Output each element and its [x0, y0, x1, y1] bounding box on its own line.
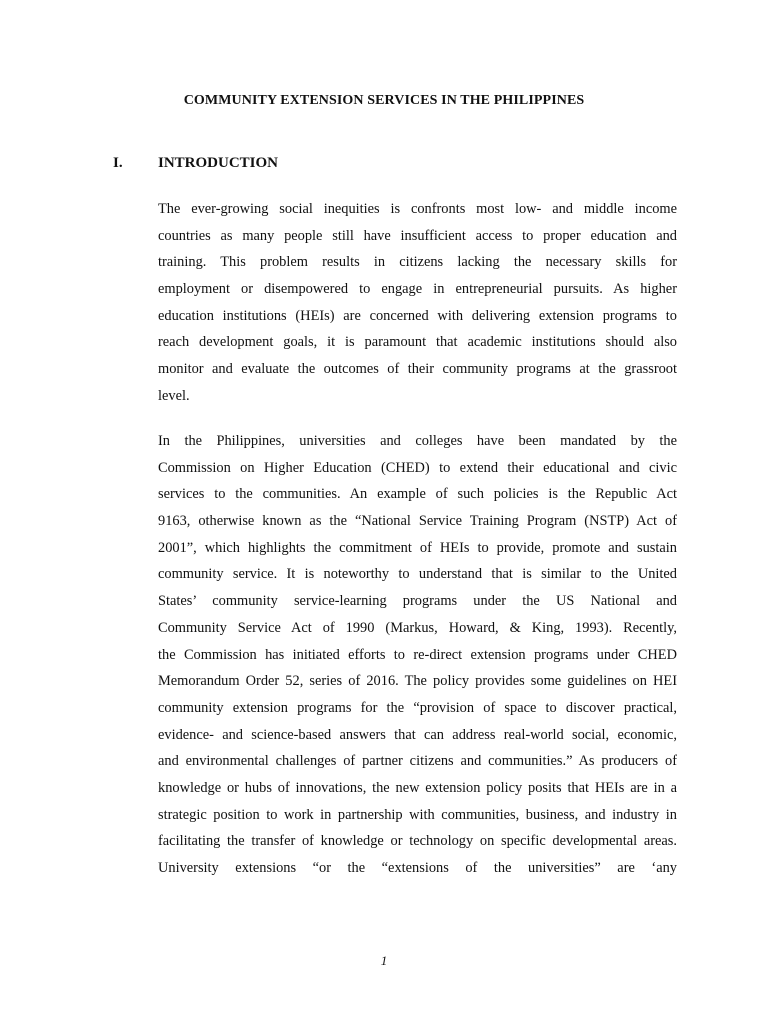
- paragraph-line: In the Philippines, universities and colleges have been mandated by the: [158, 433, 677, 449]
- paragraph-line: Commission on Higher Education (CHED) to extend their educational and civic: [158, 459, 677, 476]
- paragraph-line: facilitating the transfer of knowledge or technology on specific developmental areas.: [158, 833, 677, 850]
- section-number: I.: [113, 155, 123, 171]
- paragraph-line: community extension programs for the “provision of space to discover practical,: [158, 699, 677, 716]
- section-heading: INTRODUCTION: [158, 155, 279, 171]
- paragraph-line: University extensions “or the “extensions of the universities” are ‘any: [158, 860, 677, 876]
- paragraph-line: States’ community service-learning programs under the US National and: [158, 593, 677, 610]
- paragraph-line: countries as many people still have insufficient access to proper education and: [158, 227, 677, 244]
- paragraph-line: and environmental challenges of partner citizens and communities.” As producers of: [158, 753, 677, 770]
- paragraph-1: [158, 196, 677, 410]
- document-title: COMMUNITY EXTENSION SERVICES IN THE PHILIPPINES: [183, 93, 585, 108]
- paragraph-line: the Commission has initiated efforts to re-direct extension programs under CHED: [158, 646, 677, 663]
- paragraph-2: [158, 428, 677, 882]
- paragraph-line: employment or disempowered to engage in entrepreneurial pursuits. As higher: [158, 281, 677, 298]
- paragraph-line: 2001”, which highlights the commitment of HEIs to provide, promote and sustain: [158, 539, 677, 556]
- paragraph-line: reach development goals, it is paramount that academic institutions should also: [158, 334, 677, 351]
- paragraph-line: Community Service Act of 1990 (Markus, Howard, & King, 1993). Recently,: [158, 619, 677, 636]
- paragraph-line: Memorandum Order 52, series of 2016. The policy provides some guidelines on HEI: [158, 673, 677, 690]
- paragraph-line: 9163, otherwise known as the “National Service Training Program (NSTP) Act of: [158, 513, 677, 530]
- paragraph-line: level.: [158, 387, 190, 404]
- page-number: 1: [380, 953, 388, 968]
- paragraph-line: knowledge or hubs of innovations, the new extension policy posits that HEIs are in a: [158, 779, 677, 796]
- paragraph-line: The ever-growing social inequities is confronts most low- and middle income: [158, 201, 677, 217]
- paragraph-line: community service. It is noteworthy to understand that is similar to the United: [158, 566, 677, 583]
- paragraph-line: evidence- and science-based answers that can address real-world social, economic,: [158, 726, 677, 743]
- paragraph-line: monitor and evaluate the outcomes of their community programs at the grassroot: [158, 361, 677, 378]
- paragraph-line: strategic position to work in partnership with communities, business, and industry in: [158, 806, 677, 823]
- paragraph-line: training. This problem results in citizens lacking the necessary skills for: [158, 254, 677, 271]
- paragraph-line: education institutions (HEIs) are concerned with delivering extension programs to: [158, 307, 677, 324]
- paragraph-line: services to the communities. An example of such policies is the Republic Act: [158, 486, 677, 503]
